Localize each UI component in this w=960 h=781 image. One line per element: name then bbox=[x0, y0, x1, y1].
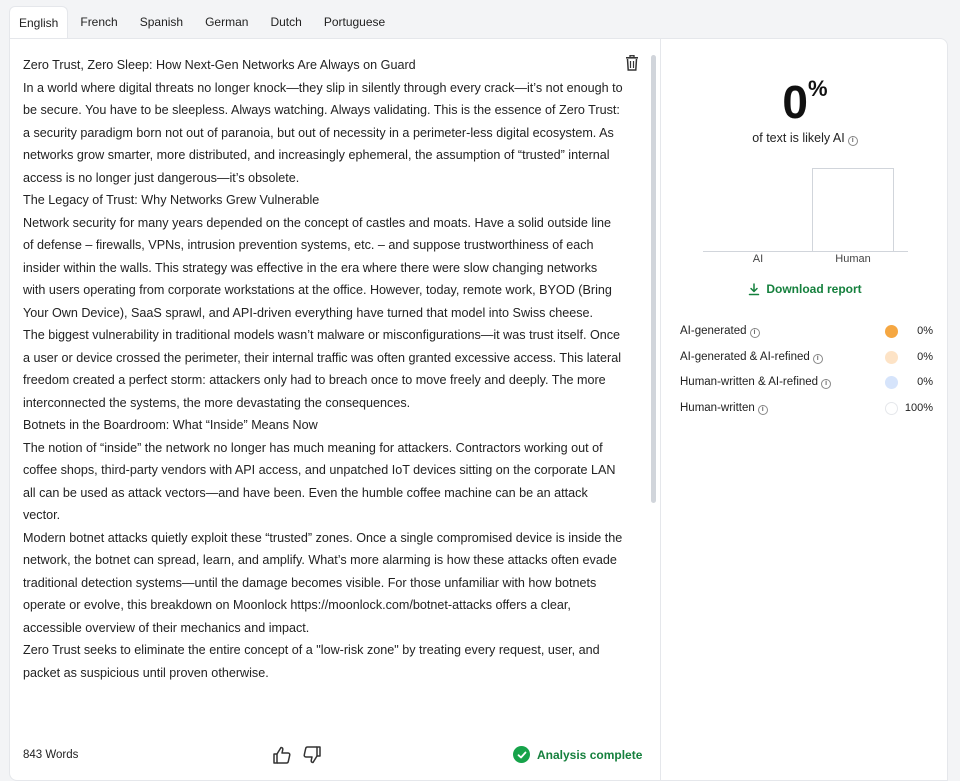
chart-axis bbox=[703, 251, 908, 252]
legend-value: 100% bbox=[904, 402, 933, 415]
percent-sign: % bbox=[808, 76, 828, 101]
bar-human bbox=[812, 168, 894, 252]
info-icon[interactable]: i bbox=[750, 328, 760, 338]
legend-label: AI-generated bbox=[680, 325, 747, 337]
legend-value: 0% bbox=[917, 325, 933, 337]
paragraph: The biggest vulnerability in traditional models wasn’t malware or misconfigurations—it was trust itself. Once a user or device crossed the perimeter, their internal traffic was often granted excessive access. This lateral freedom created a perfect storm: attackers only had to breach once to move freely and deeply. The more interconnected the systems, the more devastating the consequences. bbox=[23, 328, 622, 410]
download-report-button[interactable] bbox=[661, 282, 949, 296]
legend-row-ai-generated bbox=[680, 322, 933, 348]
tab-dutch[interactable]: Dutch bbox=[270, 15, 302, 29]
legend-row-human-written bbox=[680, 399, 933, 425]
bar-label-ai: AI bbox=[752, 253, 764, 265]
status-label: Analysis complete bbox=[537, 747, 643, 762]
download-icon bbox=[748, 283, 760, 296]
info-icon[interactable]: i bbox=[821, 379, 831, 389]
tab-spanish[interactable]: Spanish bbox=[139, 15, 184, 29]
legend-label: Human-written & AI-refined bbox=[680, 376, 819, 389]
text-input-area[interactable] bbox=[23, 54, 623, 734]
check-circle-icon bbox=[513, 746, 530, 763]
paragraph: Modern botnet attacks quietly exploit these “trusted” zones. Once a single compromised device is inside the network, the botnet can spread, learn, and amplify. What’s more alarming is how these attacks often evade traditional detection systems—until the damage becomes visible. For those unfamiliar with how botnets operate or evolve, this breakdown on Moonlock https://moonlock.com/botnet-attacks offers a clear, accessible overview of their mechanics and impact. bbox=[23, 530, 623, 635]
paragraph: Network security for many years depended on the concept of castles and moats. Have a solid outside line of defense – firewalls, VPNs, intrusion prevention systems, etc. – and suppose trustworthiness of each insider within the walls. This strategy was effective in the era where there were slow changing networks with users operating from corporate workstations at the office. However, today, remote work, BYOD (Bring Your Own Device), SaaS sprawl, and API-driven everything have turned that model into Swiss cheese. bbox=[23, 215, 612, 320]
legend-dot bbox=[885, 351, 898, 364]
analysis-status bbox=[513, 746, 642, 763]
legend-label: AI-generated & AI-refined bbox=[680, 350, 810, 363]
info-icon[interactable]: i bbox=[813, 354, 823, 364]
ai-percentage-value: 0 bbox=[782, 76, 809, 128]
legend-label: Human-written bbox=[680, 402, 755, 415]
caption-text: of text is likely AI bbox=[752, 131, 845, 145]
editor-footer bbox=[10, 739, 661, 779]
legend-row-human-written-ai-refined bbox=[680, 373, 933, 399]
legend-dot bbox=[885, 325, 898, 338]
section-heading: The Legacy of Trust: Why Networks Grew Vulnerable bbox=[23, 193, 320, 207]
text-editor bbox=[9, 38, 660, 781]
download-report-label: Download report bbox=[766, 282, 862, 296]
section-heading: Botnets in the Boardroom: What “Inside” Means Now bbox=[23, 418, 318, 432]
info-icon[interactable]: i bbox=[758, 405, 768, 415]
article-title: Zero Trust, Zero Sleep: How Next-Gen Networks Are Always on Guard bbox=[23, 58, 416, 72]
bar-label-human: Human bbox=[835, 253, 871, 265]
tab-french[interactable]: French bbox=[80, 15, 118, 29]
ai-likely-caption bbox=[661, 131, 949, 146]
result-legend bbox=[680, 322, 933, 425]
legend-dot bbox=[885, 402, 898, 415]
scrollbar-thumb[interactable] bbox=[651, 55, 656, 503]
tab-portuguese[interactable]: Portuguese bbox=[323, 15, 386, 29]
tab-english[interactable]: English bbox=[9, 6, 68, 38]
paragraph: The notion of “inside” the network no longer has much meaning for attackers. Contractors working out of coffee shops, third-party vendors with API access, and unpatched IoT devices sitting on the corporate LAN all can be used as attack vectors—and have been. Even the humble coffee machine can be an attack vector. bbox=[23, 440, 616, 522]
trash-icon[interactable] bbox=[625, 55, 641, 73]
legend-value: 0% bbox=[917, 376, 933, 389]
tab-german[interactable]: German bbox=[205, 15, 249, 29]
legend-value: 0% bbox=[917, 350, 933, 363]
result-panel bbox=[660, 38, 948, 781]
legend-row-ai-generated-ai-refined bbox=[680, 348, 933, 374]
word-count: 843 Words bbox=[23, 749, 79, 761]
result-bar-chart bbox=[703, 166, 908, 252]
info-icon[interactable]: i bbox=[848, 136, 858, 146]
paragraph: In a world where digital threats no longer knock—they slip in silently through every crack—it’s not enough to be secure. You have to be sleepless. Always watching. Always validating. This is the essence of Zero Trust: a security paradigm born not out of paranoia, but out of necessity in a perimeter-less digital ecosystem. As networks grow smarter, more distributed, and increasingly ephemeral, the assumption of “trusted” internal access is no longer just dangerous—it’s obsolete. bbox=[23, 80, 623, 185]
paragraph: Zero Trust seeks to eliminate the entire concept of a "low-risk zone" by treating every request, user, and packet as suspicious until proven otherwise. bbox=[23, 643, 600, 680]
thumbs-up-icon[interactable] bbox=[272, 745, 292, 765]
ai-percentage bbox=[661, 75, 949, 129]
thumbs-down-icon[interactable] bbox=[302, 745, 322, 765]
language-tabs bbox=[9, 6, 397, 38]
legend-dot bbox=[885, 376, 898, 389]
